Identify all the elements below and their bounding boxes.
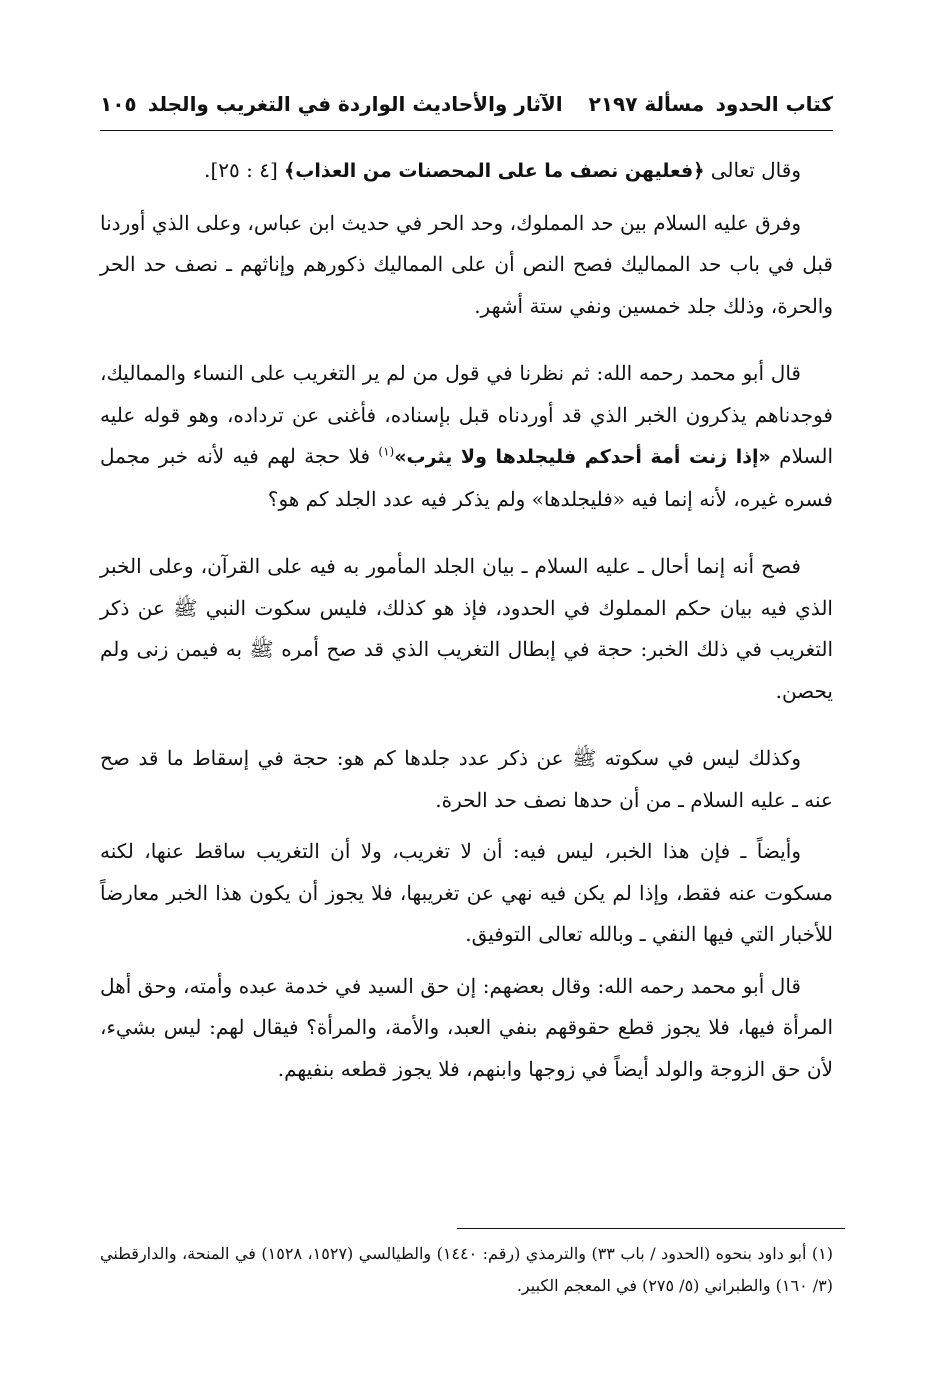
main-text [100, 150, 833, 1090]
hadith-intro: قال أبو محمد رحمه الله: ثم نظرنا في قول من لم ير التغريب على النساء والمماليك، فوجدناهم يذكرون الخبر الذي قد أوردناه قبل بإسناده، فأغنى عن ترداده، وهو قوله عليه السلام [100, 361, 833, 468]
header-rule [100, 130, 833, 131]
paragraph: وكذلك ليس في سكوته ﷺ عن ذكر عدد جلدها كم هو: حجة في إسقاط ما قد صح عنه ـ عليه السلام ـ من أن حدها نصف حد الحرة. [100, 746, 833, 812]
footnote-reference: (١) [378, 444, 395, 459]
hadith-quote: «إذا زنت أمة أحدكم فليجلدها ولا يثرب» [394, 446, 771, 468]
quran-verse: ﴿فعليهن نصف ما على المحصنات من العذاب﴾ [284, 160, 705, 182]
paragraph: قال أبو محمد رحمه الله: وقال بعضهم: إن حق السيد في خدمة عبده وأمته، وحق أهل المرأة فيها، فلا يجوز قطع حقوقهم بنفي العبد، والأمة، والمرأة؟ فيقال لهم: ليس بشيء، لأن حق الزوجة والولد أيضاً في زوجها وابنهم، فلا يجوز قطعه بنفيهم. [100, 973, 833, 1081]
running-head-center [148, 92, 704, 116]
verse-citation: [٤ : ٢٥]. [204, 158, 285, 182]
footnote-rule [457, 1228, 845, 1229]
footnotes [100, 1238, 833, 1302]
paragraph: فصح أنه إنما أحال ـ عليه السلام ـ بيان الجلد المأمور به فيه على القرآن، وعلى الخبر الذي فيه بيان حكم المملوك في الحدود، فإذ هو كذلك، فليس سكوت النبي ﷺ عن ذكر التغريب في ذلك الخبر: حجة في إبطال التغريب الذي قد صح أمره ﷺ به فيمن زنى ولم يحصن. [100, 554, 833, 703]
hadith-commentary: فلا حجة لهم فيه لأنه خبر مجمل فسره غيره، لأنه إنما فيه «فليجلدها» ولم يذكر فيه عدد الجلد كم هو؟ [100, 444, 833, 511]
verse-intro: وقال تعالى [704, 158, 801, 182]
paragraph-verse [100, 150, 833, 193]
issue-number: مسألة ٢١٩٧ [588, 92, 705, 116]
book-title: كتاب الحدود [715, 92, 833, 116]
paragraph: وفرق عليه السلام بين حد المملوك، وحد الحر في حديث ابن عباس، وعلى الذي أوردنا قبل في باب حد المماليك فصح النص أن على المماليك ذكورهم وإناثهم ـ نصف حد الحر والحرة، وذلك جلد خمسين ونفي ستة أشهر. [100, 210, 833, 318]
paragraph-hadith [100, 353, 833, 520]
running-head [100, 84, 833, 124]
paragraph: وأيضاً ـ فإن هذا الخبر، ليس فيه: أن لا تغريب، ولا أن التغريب ساقط عنها، لكنه مسكوت عنه فقط، وإذا لم يكن فيه نهي عن تغريبها، فلا يجوز أن يكون هذا الخبر معارضاً للأخبار التي فيها النفي ـ وبالله تعالى التوفيق. [100, 839, 833, 946]
topic-title: الآثار والأحاديث الواردة في التغريب والجلد [147, 92, 563, 116]
page-number: ١٠٥ [100, 92, 137, 116]
footnote-1: (١) أبو داود بنحوه (الحدود / باب ٣٣) والترمذي (رقم: ١٤٤٠) والطيالسي (١٥٢٧، ١٥٢٨) في المنحة، والدارقطني (٣/ ١٦٠) والطبراني (٥/ ٢٧٥) في المعجم الكبير. [100, 1244, 834, 1295]
